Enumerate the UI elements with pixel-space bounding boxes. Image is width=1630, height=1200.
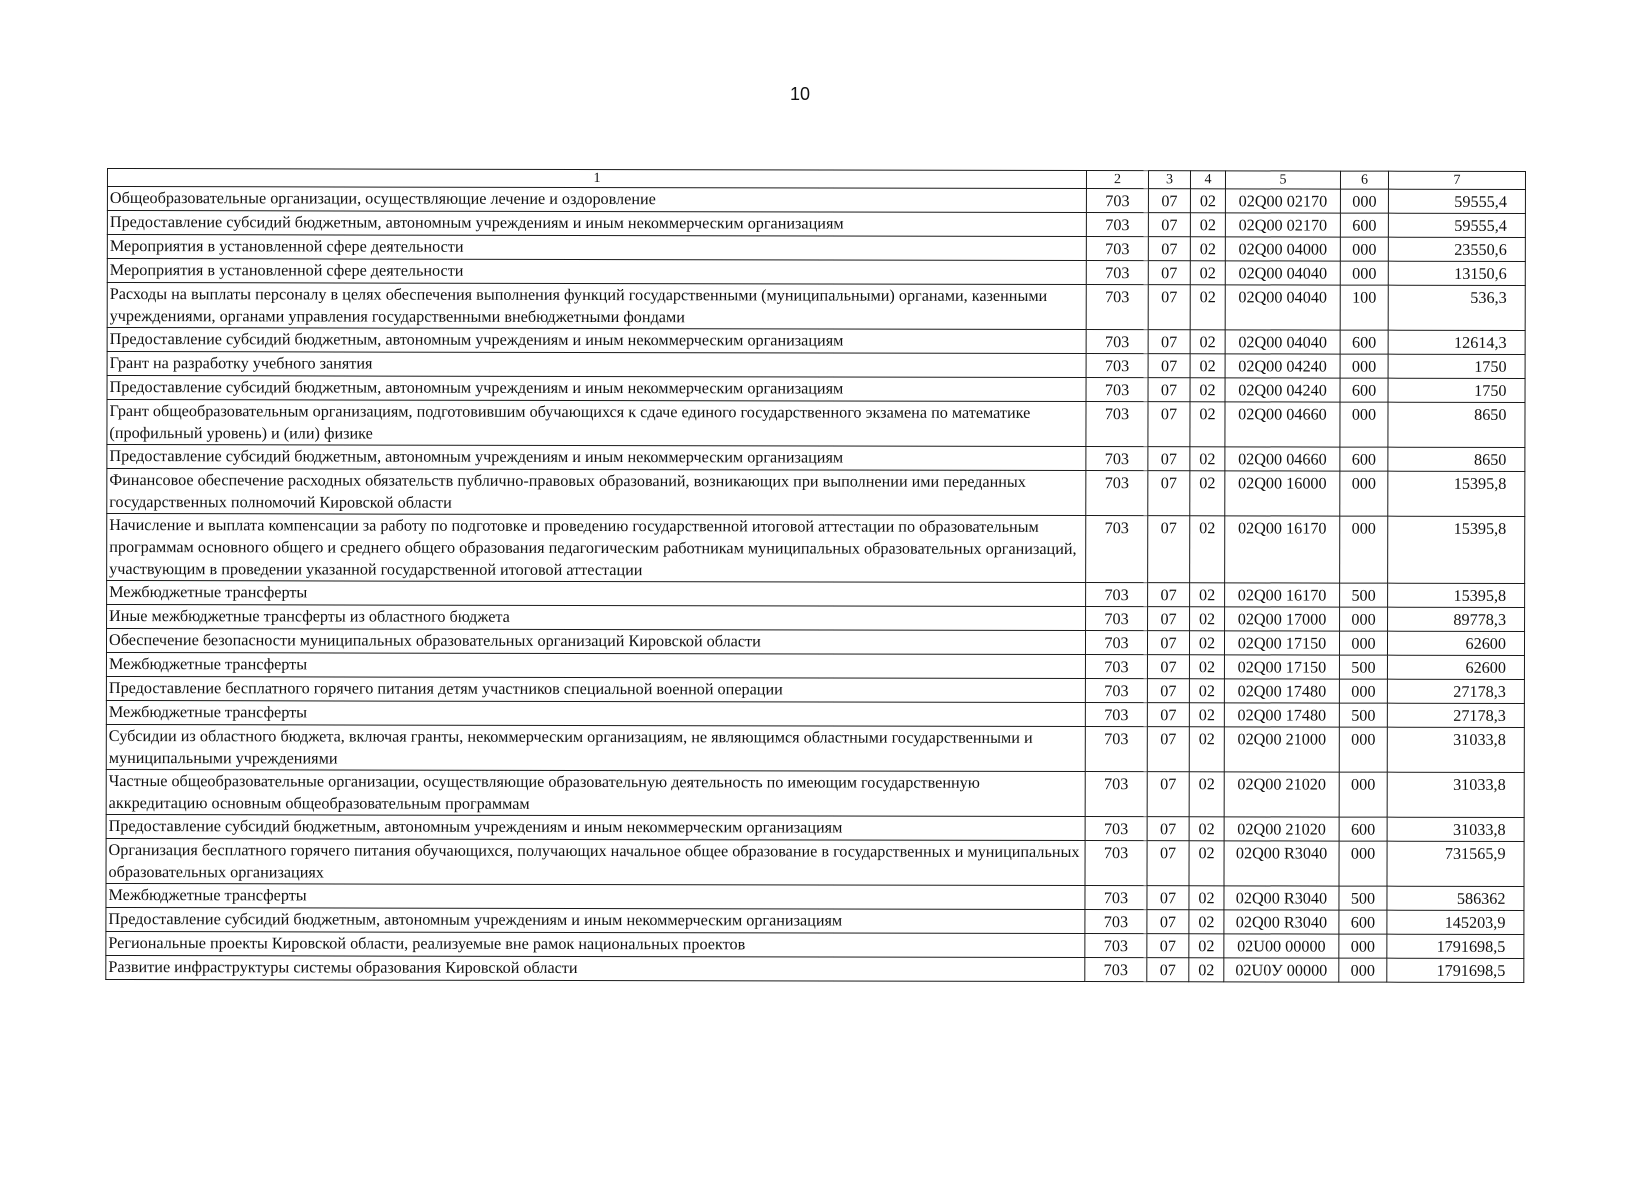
row-code-5-cell: 02Q00 04000 bbox=[1225, 237, 1340, 261]
table-row bbox=[107, 469, 1525, 517]
row-amount-cell: 1750 bbox=[1388, 378, 1525, 402]
column-header-1: 1 bbox=[107, 169, 1086, 189]
row-code-4-cell: 02 bbox=[1190, 354, 1225, 378]
row-code-2-cell: 703 bbox=[1085, 679, 1147, 703]
row-code-6-cell: 000 bbox=[1339, 772, 1387, 817]
row-code-4-cell: 02 bbox=[1190, 261, 1225, 285]
row-name-cell: Общеобразовательные организации, осуществляющие лечение и оздоровление bbox=[107, 187, 1086, 213]
row-code-6-cell: 000 bbox=[1340, 402, 1388, 447]
table-row bbox=[106, 814, 1524, 841]
table-row bbox=[107, 581, 1525, 608]
row-amount-cell: 731565,9 bbox=[1387, 841, 1524, 886]
row-amount-cell: 27178,3 bbox=[1387, 703, 1524, 727]
row-amount-cell: 586362 bbox=[1387, 886, 1524, 910]
row-code-2-cell: 703 bbox=[1085, 772, 1147, 817]
table-row bbox=[107, 328, 1525, 355]
column-header-6: 6 bbox=[1340, 171, 1388, 189]
table-row bbox=[106, 653, 1524, 680]
table-row bbox=[106, 931, 1524, 958]
row-code-6-cell: 600 bbox=[1340, 330, 1388, 354]
row-amount-cell: 59555,4 bbox=[1388, 189, 1525, 213]
row-code-3-cell: 07 bbox=[1148, 447, 1190, 471]
row-amount-cell: 15395,8 bbox=[1388, 583, 1525, 607]
row-code-5-cell: 02Q00 R3040 bbox=[1224, 910, 1339, 934]
row-code-3-cell: 07 bbox=[1147, 679, 1189, 703]
row-code-4-cell: 02 bbox=[1189, 958, 1224, 982]
row-code-3-cell: 07 bbox=[1147, 655, 1189, 679]
row-code-5-cell: 02Q00 04240 bbox=[1225, 354, 1340, 378]
row-amount-cell: 8650 bbox=[1388, 447, 1525, 471]
row-code-2-cell: 703 bbox=[1085, 958, 1147, 982]
row-name-cell: Начисление и выплата компенсации за работу по подготовке и проведению государственной итоговой аттестации по образовательным программам основного общего и среднего общего образования педагогическим работникам муниципальных образовательных организаций, участвующим в проведении указанной государственной итоговой аттестации bbox=[107, 514, 1086, 583]
row-name-cell: Субсидии из областного бюджета, включая гранты, некоммерческим организациям, не являющимся областными государственными и муниципальными учреждениями bbox=[106, 724, 1085, 771]
row-code-3-cell: 07 bbox=[1148, 189, 1190, 213]
row-code-3-cell: 07 bbox=[1148, 237, 1190, 261]
row-code-2-cell: 703 bbox=[1085, 910, 1147, 934]
column-header-5: 5 bbox=[1225, 171, 1340, 189]
row-code-2-cell: 703 bbox=[1086, 516, 1148, 583]
row-code-2-cell: 703 bbox=[1086, 213, 1148, 237]
row-code-6-cell: 600 bbox=[1340, 213, 1388, 237]
row-code-5-cell: 02Q00 16000 bbox=[1225, 471, 1340, 516]
row-code-6-cell: 000 bbox=[1340, 516, 1388, 583]
table-row bbox=[107, 605, 1525, 632]
row-amount-cell: 31033,8 bbox=[1387, 772, 1524, 817]
row-name-cell: Предоставление субсидий бюджетным, автономным учреждениям и иным некоммерческим организациям bbox=[106, 907, 1085, 933]
row-code-4-cell: 02 bbox=[1190, 607, 1225, 631]
row-name-cell: Грант общеобразовательным организациям, подготовившим обучающихся к сдаче единого государственного экзамена по математике (профильный уровень) и (или) физике bbox=[107, 400, 1086, 447]
row-code-4-cell: 02 bbox=[1190, 189, 1225, 213]
row-code-5-cell: 02Q00 04240 bbox=[1225, 378, 1340, 402]
row-code-6-cell: 600 bbox=[1339, 817, 1387, 841]
row-amount-cell: 62600 bbox=[1387, 631, 1524, 655]
row-code-4-cell: 02 bbox=[1190, 237, 1225, 261]
row-name-cell: Развитие инфраструктуры системы образования Кировской области bbox=[106, 955, 1085, 981]
table-row bbox=[107, 376, 1525, 403]
row-name-cell: Межбюджетные трансферты bbox=[106, 700, 1085, 726]
row-code-6-cell: 600 bbox=[1340, 378, 1388, 402]
row-code-6-cell: 000 bbox=[1339, 958, 1387, 982]
row-code-6-cell: 000 bbox=[1340, 471, 1388, 516]
row-code-4-cell: 02 bbox=[1190, 285, 1225, 330]
row-amount-cell: 59555,4 bbox=[1388, 213, 1525, 237]
row-code-3-cell: 07 bbox=[1148, 213, 1190, 237]
row-code-3-cell: 07 bbox=[1147, 727, 1189, 772]
page-number: 10 bbox=[789, 84, 811, 104]
table-row bbox=[107, 211, 1525, 238]
table-row bbox=[107, 400, 1525, 448]
row-name-cell: Грант на разработку учебного занятия bbox=[107, 352, 1086, 378]
row-code-2-cell: 703 bbox=[1086, 402, 1148, 447]
row-code-4-cell: 02 bbox=[1189, 679, 1224, 703]
table-row bbox=[107, 445, 1525, 472]
row-code-6-cell: 600 bbox=[1339, 910, 1387, 934]
budget-table bbox=[105, 168, 1526, 983]
row-code-3-cell: 07 bbox=[1148, 261, 1190, 285]
row-code-4-cell: 02 bbox=[1189, 631, 1224, 655]
row-code-5-cell: 02Q00 04040 bbox=[1225, 285, 1340, 330]
row-code-2-cell: 703 bbox=[1086, 378, 1148, 402]
row-amount-cell: 1791698,5 bbox=[1387, 958, 1524, 982]
row-code-6-cell: 000 bbox=[1340, 189, 1388, 213]
row-code-5-cell: 02Q00 R3040 bbox=[1224, 886, 1339, 910]
table-row bbox=[107, 514, 1525, 584]
row-code-6-cell: 000 bbox=[1340, 237, 1388, 261]
row-code-5-cell: 02Q00 21020 bbox=[1224, 817, 1339, 841]
row-code-6-cell: 000 bbox=[1339, 679, 1387, 703]
row-code-4-cell: 02 bbox=[1190, 402, 1225, 447]
row-code-5-cell: 02Q00 17150 bbox=[1224, 631, 1339, 655]
row-code-6-cell: 500 bbox=[1340, 583, 1388, 607]
row-code-2-cell: 703 bbox=[1085, 703, 1147, 727]
table-row bbox=[107, 235, 1525, 262]
row-code-6-cell: 500 bbox=[1339, 886, 1387, 910]
row-name-cell: Мероприятия в установленной сфере деятельности bbox=[107, 235, 1086, 261]
table-row bbox=[106, 955, 1524, 982]
table-row bbox=[106, 700, 1524, 727]
row-code-4-cell: 02 bbox=[1189, 703, 1224, 727]
row-code-3-cell: 07 bbox=[1148, 378, 1190, 402]
table-body bbox=[106, 187, 1526, 983]
row-code-4-cell: 02 bbox=[1190, 471, 1225, 516]
row-name-cell: Организация бесплатного горячего питания обучающихся, получающих начальное общее образование в государственных и муниципальных образовательных организациях bbox=[106, 838, 1085, 885]
row-code-3-cell: 07 bbox=[1148, 285, 1190, 330]
row-code-3-cell: 07 bbox=[1148, 583, 1190, 607]
row-amount-cell: 536,3 bbox=[1388, 285, 1525, 330]
row-code-5-cell: 02Q00 04040 bbox=[1225, 330, 1340, 354]
row-code-3-cell: 07 bbox=[1147, 934, 1189, 958]
table-row bbox=[106, 629, 1524, 656]
row-code-2-cell: 703 bbox=[1086, 607, 1148, 631]
row-name-cell: Предоставление субсидий бюджетным, автономным учреждениям и иным некоммерческим организациям bbox=[107, 445, 1086, 471]
row-code-2-cell: 703 bbox=[1085, 841, 1147, 886]
row-code-6-cell: 000 bbox=[1339, 631, 1387, 655]
row-code-3-cell: 07 bbox=[1147, 817, 1189, 841]
row-code-2-cell: 703 bbox=[1086, 330, 1148, 354]
row-code-3-cell: 07 bbox=[1148, 402, 1190, 447]
row-code-3-cell: 07 bbox=[1148, 330, 1190, 354]
row-code-2-cell: 703 bbox=[1085, 934, 1147, 958]
row-code-4-cell: 02 bbox=[1189, 727, 1224, 772]
row-code-5-cell: 02Q00 17150 bbox=[1224, 655, 1339, 679]
row-name-cell: Предоставление субсидий бюджетным, автономным учреждениям и иным некоммерческим организациям bbox=[107, 328, 1086, 354]
row-code-5-cell: 02Q00 16170 bbox=[1225, 583, 1340, 607]
row-amount-cell: 12614,3 bbox=[1388, 330, 1525, 354]
table-row bbox=[106, 769, 1524, 817]
row-name-cell: Иные межбюджетные трансферты из областного бюджета bbox=[107, 605, 1086, 631]
row-code-3-cell: 07 bbox=[1147, 910, 1189, 934]
row-code-2-cell: 703 bbox=[1085, 727, 1147, 772]
row-amount-cell: 89778,3 bbox=[1388, 607, 1525, 631]
row-code-4-cell: 02 bbox=[1189, 655, 1224, 679]
row-code-5-cell: 02Q00 R3040 bbox=[1224, 841, 1339, 886]
row-code-5-cell: 02U0У 00000 bbox=[1224, 958, 1339, 982]
row-code-5-cell: 02Q00 02170 bbox=[1225, 189, 1340, 213]
row-amount-cell: 1791698,5 bbox=[1387, 934, 1524, 958]
table-row bbox=[106, 838, 1524, 886]
row-name-cell: Обеспечение безопасности муниципальных образовательных организаций Кировской области bbox=[106, 629, 1085, 655]
row-code-5-cell: 02Q00 04660 bbox=[1225, 402, 1340, 447]
row-code-4-cell: 02 bbox=[1190, 330, 1225, 354]
row-code-3-cell: 07 bbox=[1148, 607, 1190, 631]
row-code-6-cell: 000 bbox=[1340, 261, 1388, 285]
row-code-4-cell: 02 bbox=[1190, 516, 1225, 583]
row-code-4-cell: 02 bbox=[1190, 213, 1225, 237]
column-header-7: 7 bbox=[1388, 171, 1525, 189]
row-code-3-cell: 07 bbox=[1147, 958, 1189, 982]
row-code-3-cell: 07 bbox=[1147, 703, 1189, 727]
row-code-5-cell: 02Q00 17000 bbox=[1225, 607, 1340, 631]
table-row bbox=[107, 187, 1525, 214]
row-code-6-cell: 000 bbox=[1340, 607, 1388, 631]
row-code-2-cell: 703 bbox=[1085, 817, 1147, 841]
row-code-2-cell: 703 bbox=[1086, 261, 1148, 285]
row-code-4-cell: 02 bbox=[1190, 583, 1225, 607]
row-code-2-cell: 703 bbox=[1085, 655, 1147, 679]
row-code-5-cell: 02Q00 04040 bbox=[1225, 261, 1340, 285]
row-code-2-cell: 703 bbox=[1085, 631, 1147, 655]
row-code-2-cell: 703 bbox=[1086, 354, 1148, 378]
row-amount-cell: 15395,8 bbox=[1388, 471, 1525, 516]
budget-table-container bbox=[105, 168, 1525, 983]
row-code-5-cell: 02Q00 21000 bbox=[1224, 727, 1339, 772]
row-name-cell: Предоставление субсидий бюджетным, автономным учреждениям и иным некоммерческим организациям bbox=[107, 211, 1086, 237]
row-code-4-cell: 02 bbox=[1189, 910, 1224, 934]
table-row bbox=[107, 259, 1525, 286]
row-amount-cell: 23550,6 bbox=[1388, 237, 1525, 261]
row-code-5-cell: 02Q00 21020 bbox=[1224, 772, 1339, 817]
row-code-3-cell: 07 bbox=[1147, 841, 1189, 886]
row-code-6-cell: 000 bbox=[1340, 354, 1388, 378]
row-code-4-cell: 02 bbox=[1189, 886, 1224, 910]
row-name-cell: Мероприятия в установленной сфере деятельности bbox=[107, 259, 1086, 285]
row-name-cell: Межбюджетные трансферты bbox=[106, 653, 1085, 679]
table-row bbox=[106, 676, 1524, 703]
table-row bbox=[107, 352, 1525, 379]
row-code-2-cell: 703 bbox=[1086, 583, 1148, 607]
row-code-3-cell: 07 bbox=[1148, 471, 1190, 516]
row-name-cell: Региональные проекты Кировской области, реализуемые вне рамок национальных проектов bbox=[106, 931, 1085, 957]
row-code-2-cell: 703 bbox=[1086, 471, 1148, 516]
row-amount-cell: 31033,8 bbox=[1387, 727, 1524, 772]
row-name-cell: Предоставление субсидий бюджетным, автономным учреждениям и иным некоммерческим организациям bbox=[106, 814, 1085, 840]
row-amount-cell: 27178,3 bbox=[1387, 679, 1524, 703]
row-code-2-cell: 703 bbox=[1086, 285, 1148, 330]
row-amount-cell: 62600 bbox=[1387, 655, 1524, 679]
row-code-6-cell: 000 bbox=[1339, 727, 1387, 772]
row-code-4-cell: 02 bbox=[1189, 772, 1224, 817]
row-code-5-cell: 02Q00 17480 bbox=[1224, 679, 1339, 703]
row-amount-cell: 15395,8 bbox=[1388, 516, 1525, 583]
row-code-6-cell: 100 bbox=[1340, 285, 1388, 330]
row-amount-cell: 145203,9 bbox=[1387, 910, 1524, 934]
column-header-3: 3 bbox=[1148, 171, 1190, 189]
row-code-3-cell: 07 bbox=[1147, 886, 1189, 910]
table-row bbox=[106, 907, 1524, 934]
row-name-cell: Межбюджетные трансферты bbox=[107, 581, 1086, 607]
row-code-4-cell: 02 bbox=[1189, 934, 1224, 958]
row-code-3-cell: 07 bbox=[1147, 631, 1189, 655]
row-amount-cell: 31033,8 bbox=[1387, 817, 1524, 841]
row-code-4-cell: 02 bbox=[1189, 817, 1224, 841]
row-code-3-cell: 07 bbox=[1147, 772, 1189, 817]
row-code-3-cell: 07 bbox=[1148, 354, 1190, 378]
row-code-2-cell: 703 bbox=[1086, 237, 1148, 261]
row-code-5-cell: 02Q00 16170 bbox=[1225, 516, 1340, 583]
row-amount-cell: 8650 bbox=[1388, 402, 1525, 447]
row-name-cell: Предоставление субсидий бюджетным, автономным учреждениям и иным некоммерческим организациям bbox=[107, 376, 1086, 402]
row-code-6-cell: 500 bbox=[1339, 703, 1387, 727]
row-code-2-cell: 703 bbox=[1086, 189, 1148, 213]
table-row bbox=[106, 724, 1524, 772]
row-code-5-cell: 02Q00 17480 bbox=[1224, 703, 1339, 727]
table-row bbox=[107, 283, 1525, 331]
row-name-cell: Частные общеобразовательные организации, осуществляющие образовательную деятельность по имеющим государственную аккредитацию основным общеобразовательным программам bbox=[106, 769, 1085, 816]
row-name-cell: Предоставление бесплатного горячего питания детям участников специальной военной операции bbox=[106, 676, 1085, 702]
row-name-cell: Расходы на выплаты персоналу в целях обеспечения выполнения функций государственными (муниципальными) органами, казенными учреждениями, органами управления государственными внебюджетными фондами bbox=[107, 283, 1086, 330]
row-name-cell: Межбюджетные трансферты bbox=[106, 883, 1085, 909]
row-code-6-cell: 600 bbox=[1340, 447, 1388, 471]
row-name-cell: Финансовое обеспечение расходных обязательств публично-правовых образований, возникающих при выполнении ими переданных государственных полномочий Кировской области bbox=[107, 469, 1086, 516]
row-code-6-cell: 000 bbox=[1339, 841, 1387, 886]
table-row bbox=[106, 883, 1524, 910]
row-code-5-cell: 02Q00 02170 bbox=[1225, 213, 1340, 237]
row-code-6-cell: 000 bbox=[1339, 934, 1387, 958]
row-code-4-cell: 02 bbox=[1189, 841, 1224, 886]
row-code-2-cell: 703 bbox=[1085, 886, 1147, 910]
row-code-6-cell: 500 bbox=[1339, 655, 1387, 679]
row-code-2-cell: 703 bbox=[1086, 447, 1148, 471]
row-amount-cell: 13150,6 bbox=[1388, 261, 1525, 285]
column-header-4: 4 bbox=[1190, 171, 1225, 189]
row-amount-cell: 1750 bbox=[1388, 354, 1525, 378]
column-header-2: 2 bbox=[1086, 171, 1148, 189]
row-code-4-cell: 02 bbox=[1190, 378, 1225, 402]
row-code-5-cell: 02U00 00000 bbox=[1224, 934, 1339, 958]
row-code-5-cell: 02Q00 04660 bbox=[1225, 447, 1340, 471]
row-code-3-cell: 07 bbox=[1148, 516, 1190, 583]
row-code-4-cell: 02 bbox=[1190, 447, 1225, 471]
